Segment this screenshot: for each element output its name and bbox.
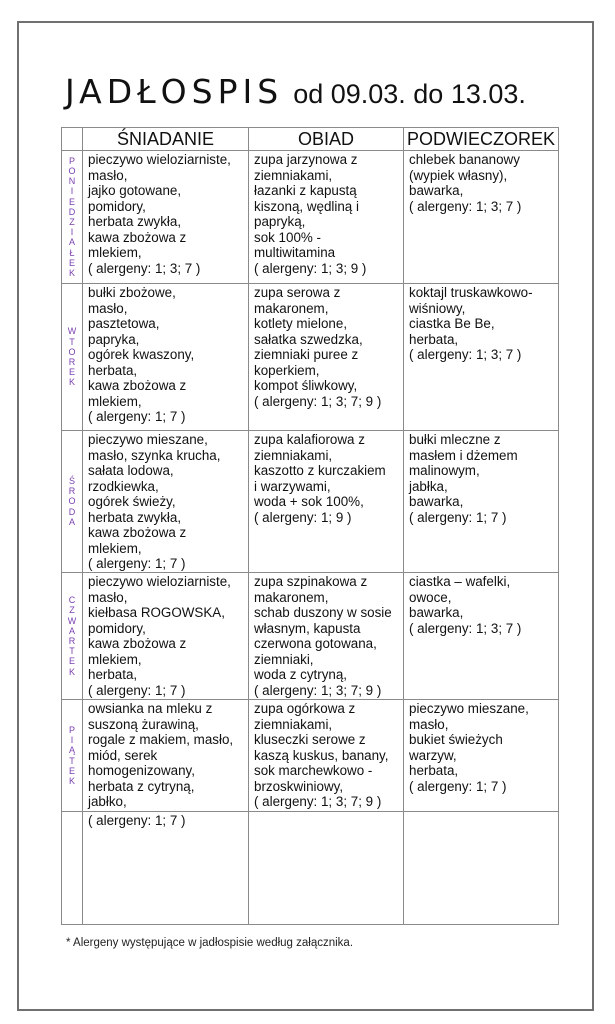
breakfast-cell: pieczywo mieszane, masło, szynka krucha, sałata lodowa, rzodkiewka, ogórek świeży, herbata zwykła, kawa zbożowa z mlekiem, ( alergeny: 1; 7 ) (83, 431, 249, 573)
day-letter: T (69, 336, 75, 347)
day-letter: P (68, 724, 75, 735)
day-name (62, 326, 82, 387)
header-row (62, 128, 559, 151)
day-letter: O (68, 165, 76, 176)
day-letter: O (68, 496, 76, 507)
menu-table (61, 127, 559, 925)
table-row (62, 431, 559, 573)
table-row (62, 812, 559, 925)
day-letter: A (68, 625, 75, 636)
title-main: JADŁOSPIS (65, 72, 284, 111)
day-letter: K (68, 775, 75, 786)
lunch-cell: zupa serowa z makaronem, kotlety mielone, sałatka szwedzka, ziemniaki puree z koperkiem, kompot śliwkowy, ( alergeny: 1; 3; 7; 9 ) (249, 284, 404, 431)
day-name (62, 476, 82, 527)
lunch-cell: zupa jarzynowa z ziemniakami, łazanki z kapustą kiszoną, wędliną i papryką, sok 100% - multiwitamina ( alergeny: 1; 3; 9 ) (249, 151, 404, 284)
lunch-cell: zupa kalafiorowa z ziemniakami, kaszotto z kurczakiem i warzywami, woda + sok 100%, ( alergeny: 1; 9 ) (249, 431, 404, 573)
day-letter: E (68, 367, 75, 378)
header-day (62, 128, 83, 151)
day-letter: R (68, 486, 76, 497)
table-row (62, 700, 559, 812)
lunch-cell (249, 812, 404, 925)
day-letter: T (69, 755, 75, 766)
day-letter: I (70, 227, 74, 238)
page-title (65, 72, 526, 111)
day-name (62, 156, 82, 278)
snack-cell: ciastka – wafelki, owoce, bawarka, ( alergeny: 1; 3; 7 ) (404, 573, 559, 700)
day-name (62, 725, 82, 786)
day-name (62, 595, 82, 677)
snack-cell: chlebek bananowy (wypiek własny), bawarka, ( alergeny: 1; 3; 7 ) (404, 151, 559, 284)
lunch-cell: zupa ogórkowa z ziemniakami, kluseczki serowe z kaszą kuskus, banany, sok marchewkowo - brzoskwiniowy, ( alergeny: 1; 3; 7; 9 ) (249, 700, 404, 812)
day-label (62, 573, 83, 700)
breakfast-cell: pieczywo wieloziarniste, masło, kiełbasa ROGOWSKA, pomidory, kawa zbożowa z mlekiem, herbata, ( alergeny: 1; 7 ) (83, 573, 249, 700)
day-letter: K (68, 666, 75, 677)
header-lunch: OBIAD (249, 128, 404, 151)
day-letter: E (68, 196, 75, 207)
day-letter: Ś (68, 475, 75, 486)
day-letter: R (68, 636, 76, 646)
day-label (62, 431, 83, 573)
header-snack: PODWIECZOREK (404, 128, 559, 151)
day-letter: I (70, 186, 74, 197)
day-letter: E (68, 765, 75, 776)
allergen-footnote: * Alergeny występujące w jadłospisie według załącznika. (66, 937, 354, 949)
title-dates: od 09.03. do 13.03. (293, 79, 526, 109)
day-letter: D (68, 506, 76, 517)
day-letter: I (70, 735, 74, 746)
day-letter: P (68, 155, 75, 166)
breakfast-cell: owsianka na mleku z suszoną żurawiną, rogale z makiem, masło, miód, serek homogenizowany, herbata z cytryną, jabłko, (83, 700, 249, 812)
header-breakfast: ŚNIADANIE (83, 128, 249, 151)
day-letter: K (68, 268, 75, 279)
day-letter: A (68, 237, 75, 248)
day-label (62, 284, 83, 431)
day-letter: K (68, 377, 75, 388)
lunch-cell: zupa szpinakowa z makaronem, schab duszony w sosie własnym, kapusta czerwona gotowana, ziemniaki, woda z cytryną, ( alergeny: 1; 3; 7; 9 ) (249, 573, 404, 700)
snack-cell (404, 812, 559, 925)
breakfast-cell: bułki zbożowe, masło, pasztetowa, papryka, ogórek kwaszony, herbata, kawa zbożowa z mlekiem, ( alergeny: 1; 7 ) (83, 284, 249, 431)
day-letter: Z (69, 605, 75, 616)
day-letter: Ą (68, 745, 75, 756)
table-row (62, 284, 559, 431)
breakfast-cell: ( alergeny: 1; 7 ) (83, 812, 249, 925)
day-letter: W (67, 326, 77, 337)
day-letter: A (68, 516, 75, 527)
snack-cell: koktajl truskawkowo- wiśniowy, ciastka Be Be, herbata, ( alergeny: 1; 3; 7 ) (404, 284, 559, 431)
day-letter: C (68, 595, 76, 606)
day-letter: D (68, 206, 76, 217)
table-row (62, 151, 559, 284)
day-letter: T (69, 646, 75, 657)
day-letter: Ł (69, 247, 75, 258)
day-letter: Z (69, 217, 75, 227)
day-label (62, 812, 83, 925)
day-letter: W (67, 615, 77, 626)
day-letter: O (68, 346, 76, 357)
day-label (62, 700, 83, 812)
day-letter: N (68, 176, 76, 187)
day-label (62, 151, 83, 284)
snack-cell: bułki mleczne z masłem i dżemem malinowym, jabłka, bawarka, ( alergeny: 1; 7 ) (404, 431, 559, 573)
snack-cell: pieczywo mieszane, masło, bukiet świeżych warzyw, herbata, ( alergeny: 1; 7 ) (404, 700, 559, 812)
day-letter: E (68, 656, 75, 667)
day-letter: E (68, 257, 75, 268)
day-letter: R (68, 357, 76, 367)
breakfast-cell: pieczywo wieloziarniste, masło, jajko gotowane, pomidory, herbata zwykła, kawa zbożowa z mlekiem, ( alergeny: 1; 3; 7 ) (83, 151, 249, 284)
table-row (62, 573, 559, 700)
